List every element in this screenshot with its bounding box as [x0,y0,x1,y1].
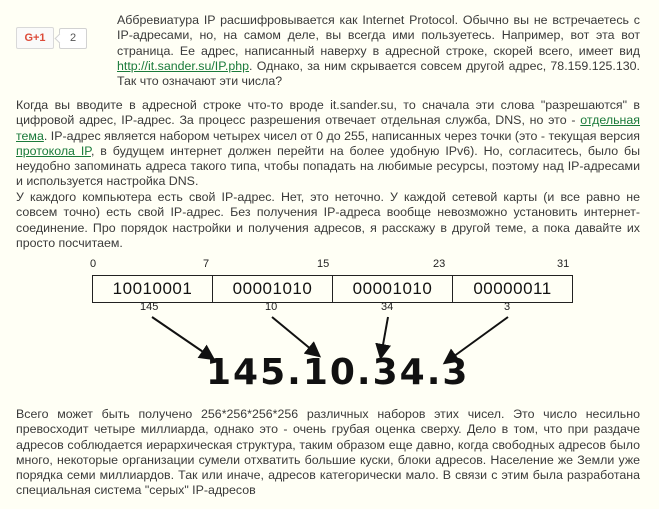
paragraph-computers: У каждого компьютера есть свой IP-адрес. Нет, это неточно. У каждой сетевой карты (и все равно не совсем точно) есть свой IP-адрес. Без получения IP-адреса вообще невозможно установить интернет-соединение. Про порядок настройки и получения адресов, я расскажу в другой теме, а пока давайте их просто посчитаем. [16,190,640,250]
dns-text-2: . IP-адрес является набором четырех чисел от 0 до 255, написанных через точки (это - текущая версия [43,128,640,143]
decimal-ip-address: 145.10.34.3 [206,352,470,393]
dns-text-1: Когда вы вводите в адресной строке что-то вроде it.sander.su, то сначала эти слова "разрешаются" в цифровой адрес, IP-адрес. За процесс разрешения отвечает отдельная служба, DNS, но это - [16,98,640,128]
decimal-label-2: 10 [265,301,278,313]
bit-label-15: 15 [317,258,330,270]
dns-text-3: , в будущем интернет должен перейти на более удобную IPv6). Но, согласитесь, было бы неудобно запоминать адреса такого типа, чтобы попадать на любимые ресурсы, поэтому над IP-адресами и используется настройка DNS. [16,143,641,189]
arrow-2 [272,317,318,355]
arrow-3 [381,317,388,356]
google-plus-button[interactable]: G+1 [16,27,54,49]
bit-label-0: 0 [90,258,97,270]
decimal-label-4: 3 [504,301,511,313]
share-count: 2 [59,28,87,49]
social-share [16,27,87,49]
intro-text-1: Аббревиатура IP расшифровывается как Internet Protocol. Обычно вы не встречаетесь с IP-адресами, но, на самом деле, вы всегда ими пользуетесь. Например, вот эта вот страница. Ее адрес, написанный наверху в адресной строке, скорей всего, имеет вид [117,13,640,58]
byte-1: 10010001 [93,276,213,302]
decimal-label-3: 34 [381,301,394,313]
paragraph-address-count: Всего может быть получено 256*256*256*256 различных наборов этих чисел. Это число несильно превосходит четыре миллиарда, однако это - очень грубая оценка сверху. Дело в том, что при раздаче адресов соблюдается иерархическая структура, таким образом еще давно, когда свободных адресов было много, некоторые организации сумели отхватить большие куски, блоки адресов. Население же Земли уже порядка семи миллиардов. Так или иначе, адресов категорически мало. В связи с этим была разработана специальная система "серых" IP-адресов [16,407,640,498]
ip-diagram [0,255,659,405]
decimal-label-1: 145 [140,301,159,313]
bit-label-23: 23 [433,258,446,270]
arrow-1 [152,317,212,358]
ip-protocol-link[interactable]: протокола IP [16,143,91,158]
paragraph-dns [16,98,640,190]
intro-text-2: . Однако, за ним скрывается совсем другой адрес, 78.159.125.130. Так что означают эти числа? [117,58,640,89]
bit-label-7: 7 [203,258,210,270]
page-url-link[interactable]: http://it.sander.su/IP.php [117,58,250,73]
bit-label-31: 31 [557,258,570,270]
byte-4: 00000011 [473,279,552,298]
byte-2: 00001010 [213,276,333,302]
byte-3: 00001010 [333,276,453,302]
separate-topic-link[interactable]: отдельная тема [16,113,640,143]
paragraph-intro [117,13,640,89]
